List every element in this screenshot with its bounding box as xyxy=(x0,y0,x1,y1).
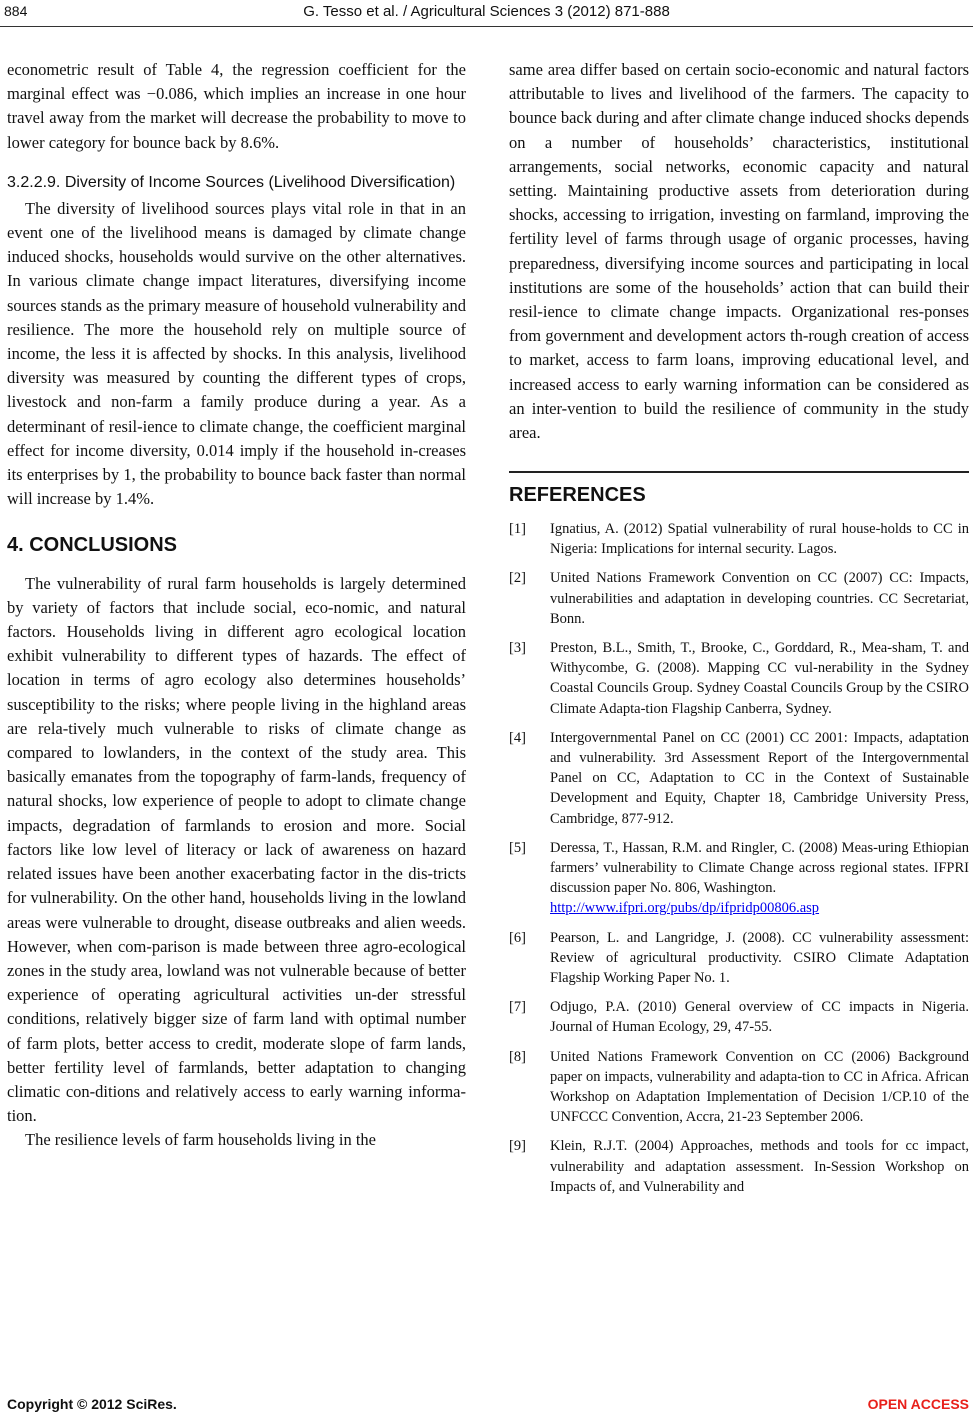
reference-number: [4] xyxy=(509,729,526,746)
reference-item xyxy=(509,568,969,629)
reference-text: Klein, R.J.T. (2004) Approaches, methods and tools for cc impact, vulnerability and adaptation assessment. In-Session Workshop on Impacts of, and Vulnerability and xyxy=(550,1138,969,1195)
reference-item xyxy=(509,928,969,989)
page-number: 884 xyxy=(4,3,28,19)
reference-text: Preston, B.L., Smith, T., Brooke, C., Gorddard, R., Mea-sham, T. and Withycombe, G. (2008). Mapping CC vul-nerability in the Sydney Coastal Councils Group. Sydney Coastal Councils Group by the CSIRO Climate Adapta-tion Flagship Canberra, Sydney. xyxy=(550,639,969,717)
paragraph: The resilience levels of farm households living in the xyxy=(25,1130,376,1150)
reference-number: [2] xyxy=(509,570,526,587)
reference-number: [1] xyxy=(509,520,526,537)
section-heading: 4. CONCLUSIONS xyxy=(7,534,178,557)
reference-item xyxy=(509,1136,969,1197)
page-header xyxy=(0,0,973,30)
reference-item xyxy=(509,838,969,919)
open-access-label: OPEN ACCESS xyxy=(867,1396,969,1412)
reference-number: [5] xyxy=(509,839,526,856)
reference-list xyxy=(509,519,969,1197)
right-column xyxy=(509,58,969,1206)
reference-text: United Nations Framework Convention on CC (2006) Background paper on impacts, vulnerability and adapta-tion to CC in Africa. African Workshop on Adaptation Implementation of Decision 1/CP.10 of the UNFCCC Convention, Accra, 21-23 September 2006. xyxy=(550,1048,969,1126)
paragraph: The diversity of livelihood sources plays vital role in that in an event one of the livelihood means is damaged by climate change induced shocks, households would survive on the other alternatives. In various climate change impact literatures, diversifying income sources stands as the primary measure of household vulnerability and resilience. The more the household rely on multiple source of income, the less it is affected by shocks. In this analysis, livelihood diversity was measured by counting the different types of crops, livestock and non-farm a family produce during a year. As a determinant of resil-ience to climate change, the coefficient marginal effect for income diversity, 0.014 imply if the household in-creases its enterprises by 1, the probability to bounce back faster than normal will increase by 1.4%. xyxy=(7,198,466,509)
paragraph: econometric result of Table 4, the regression coefficient for the marginal effect was −0.086, which implies an increase in one hour travel away from the market will decrease the probability to move to lower category for bounce back by 8.6%. xyxy=(7,60,466,152)
reference-text: Deressa, T., Hassan, R.M. and Ringler, C. (2008) Meas-uring Ethiopian farmers’ vulnerability to Climate Change across regional states. IFPRI discussion paper No. 806, Washington. xyxy=(550,839,969,897)
copyright-notice: Copyright © 2012 SciRes. xyxy=(7,1396,177,1412)
reference-item xyxy=(509,1047,969,1128)
reference-text: Ignatius, A. (2012) Spatial vulnerability of rural house-holds to CC in Nigeria: Implications for internal security. Lagos. xyxy=(550,520,969,558)
subsection-heading: 3.2.2.9. Diversity of Income Sources (Livelihood Diversification) xyxy=(7,173,456,191)
reference-item xyxy=(509,997,969,1037)
references-heading: REFERENCES xyxy=(509,483,646,506)
reference-number: [7] xyxy=(509,999,526,1016)
reference-item xyxy=(509,638,969,719)
paragraph: same area differ based on certain socio-economic and natural factors attributable to lives and livelihood of the farmers. The capacity to bounce back during and after climate change induced shocks depends on a number of households’ characteristics, institutional arrangements, social networks, economic capacity and natural setting. Maintaining productive assets from deterioration during shocks, accessing to irrigation, investing on farmland, improving the fertility level of farms through usage of organic processes, having preparedness, diversifying income sources and participating in local institutions are some of the households’ action that can build their resil-ience to climate change impacts. Organizational res-ponses from government and development actors th-rough creation of access to market, access to farm loans, improving educational level, and increased access to early warning information can be considered as an inter-vention to build the resilience of community in the study area. xyxy=(509,60,969,443)
paragraph: The vulnerability of rural farm households is largely determined by variety of factors that include social, eco-nomic, and natural factors. Households living in different agro ecological location exhibit vulnerability to different types of hazards. The effect of location in terms of agro ecology also determines households’ susceptibility to the risks; where people living in the highland areas are rela-tively much vulnerable to risks of climate change as compared to lowlanders, in the context of the study area. This basically emanates from the topography of farm-lands, frequency of natural shocks, low experience of people to adopt to climate change impacts, degradation of farmlands to erosion and more. Social factors like low level of literacy or lack of awareness on hazard related issues have been another exacerbating factor in the dis-tricts for vulnerability. On the other hand, households living in the lowland areas were vulnerable to drought, disease outbreaks and alien weeds. However, when com-parison is made between three agro-ecological zones in the study area, lowland was not vulnerable because of better experience of operating agricultural activities un-der stressful conditions, relatively bigger size of farm land with optimal number of farm plots, better access to credit, moderate slope of farm lands, better fertility level of farmlands, better adaptation to changing climatic con-ditions and relatively access to early warning informa-tion. xyxy=(7,573,466,1126)
reference-text: Pearson, L. and Langridge, J. (2008). CC vulnerability assessment: Review of agricultural productivity. CSIRO Climate Adaptation Flagship Working Paper No. 1. xyxy=(550,929,969,987)
reference-item xyxy=(509,728,969,829)
reference-number: [6] xyxy=(509,929,526,946)
reference-text: United Nations Framework Convention on CC (2007) CC: Impacts, vulnerabilities and adaptation in developing countries. CC Secretariat, Bonn. xyxy=(550,570,969,627)
reference-item xyxy=(509,519,969,559)
header-rule xyxy=(0,26,973,27)
running-title: G. Tesso et al. / Agricultural Sciences 3 (2012) 871-888 xyxy=(303,3,670,20)
reference-text: Odjugo, P.A. (2010) General overview of CC impacts in Nigeria. Journal of Human Ecology, 29, 47-55. xyxy=(550,999,969,1036)
references-rule xyxy=(509,471,969,473)
reference-number: [9] xyxy=(509,1138,526,1155)
reference-number: [3] xyxy=(509,639,526,656)
reference-link[interactable]: http://www.ifpri.org/pubs/dp/ifpridp00806.asp xyxy=(550,900,820,917)
reference-text: Intergovernmental Panel on CC (2001) CC 2001: Impacts, adaptation and vulnerability. 3rd Assessment Report of the Intergovernmental Panel on CC, Adaptation to CC in the Context of Sustainable Development and Equity, Chapter 18, Cambridge University Press, Cambridge, 877-912. xyxy=(550,729,969,827)
left-column xyxy=(7,58,466,1153)
reference-number: [8] xyxy=(509,1048,526,1065)
